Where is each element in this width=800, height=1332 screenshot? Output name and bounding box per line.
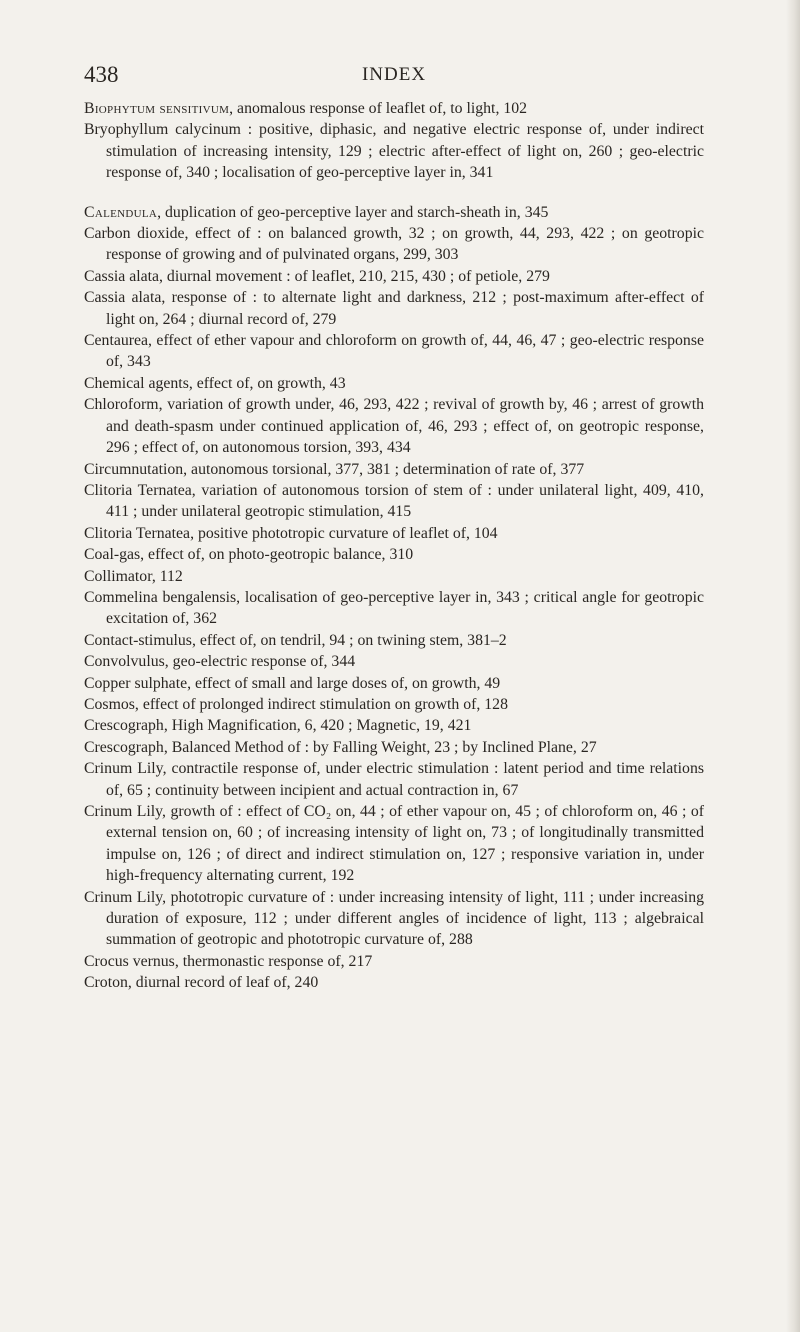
index-group: [84, 202, 704, 994]
group-separator: [84, 184, 704, 202]
entry-heading: Cosmos: [84, 695, 135, 713]
index-entry: [84, 266, 704, 287]
index-entry: [84, 394, 704, 458]
index-entry: [84, 459, 704, 480]
entry-text: , effect of : on balanced growth, 32 ; on growth, 44, 293, 422 ; on geotropic response of growing and of pulvinated organs, 299, 303: [106, 225, 704, 264]
entry-text: , Balanced Method of : by Falling Weight, 23 ; by Inclined Plane, 27: [163, 738, 597, 756]
entry-heading: Bryophyllum calycinum: [84, 121, 241, 139]
entry-heading: Convolvulus: [84, 653, 165, 671]
entry-heading: Centaurea: [84, 332, 149, 350]
entry-heading: Clitoria Ternatea: [84, 481, 192, 499]
index-entry: [84, 887, 704, 951]
entry-heading: Carbon dioxide: [84, 225, 185, 243]
index-entry: [84, 373, 704, 394]
entry-heading: Crinum Lily: [84, 760, 163, 778]
index-entry: [84, 287, 704, 330]
entry-heading: Calendula: [84, 203, 158, 221]
index-body: [84, 98, 704, 994]
index-entry: [84, 758, 704, 801]
index-entry: [84, 523, 704, 544]
index-entry: [84, 737, 704, 758]
entry-text: , phototropic curvature of : under increasing intensity of light, 111 ; under increasing duration of exposure, 112 ; under different angles of incidence of light, 113 ; algebraical summation of geotropic and phototropic curvature of, 288: [106, 888, 704, 949]
entry-heading: Coal-gas: [84, 546, 141, 564]
index-entry: [84, 951, 704, 972]
entry-text: , diurnal movement : of leaflet, 210, 215, 430 ; of petiole, 279: [159, 267, 550, 285]
entry-heading: Cassia alata: [84, 267, 160, 285]
entry-heading: Crescograph: [84, 738, 164, 756]
index-entry: [84, 972, 704, 993]
index-entry: [84, 202, 704, 223]
index-entry: [84, 587, 704, 630]
entry-heading: Chloroform: [84, 396, 159, 414]
entry-text: , High Magnification, 6, 420 ; Magnetic, 19, 421: [163, 717, 472, 735]
index-entry: [84, 715, 704, 736]
entry-text: , thermonastic response of, 217: [174, 952, 373, 970]
index-entry: [84, 801, 704, 887]
entry-text: , variation of autonomous torsion of stem of : under unilateral light, 409, 410, 411 ; under unilateral geotropic stimulation, 415: [106, 481, 704, 521]
index-entry: [84, 566, 704, 587]
entry-text: , effect of, on growth, 43: [188, 374, 346, 392]
entry-heading: Commelina bengalensis: [84, 588, 237, 606]
entry-heading: Copper sulphate: [84, 674, 188, 692]
entry-text: , diurnal record of leaf of, 240: [127, 974, 319, 992]
entry-text: , effect of, on tendril, 94 ; on twining stem, 381–2: [191, 631, 507, 649]
entry-text: , duplication of geo-perceptive layer and starch-sheath in, 345: [157, 203, 549, 221]
entry-heading: Crocus vernus: [84, 952, 175, 970]
index-entry: [84, 119, 704, 183]
entry-text: , localisation of geo-perceptive layer in, 343 ; critical angle for geotropic excitation of, 362: [106, 588, 705, 628]
entry-heading: Croton: [84, 974, 128, 992]
entry-text: , response of : to alternate light and darkness, 212 ; post-maximum after-effect of light on, 264 ; diurnal record of, 279: [106, 289, 704, 328]
entry-text: , positive phototropic curvature of leaflet of, 104: [190, 524, 498, 542]
entry-text: , contractile response of, under electric stimulation : latent period and time relations of, 65 ; continuity between incipient and actual contraction in, 67: [106, 760, 704, 799]
index-entry: [84, 651, 704, 672]
index-entry: [84, 330, 704, 373]
index-entry: [84, 223, 704, 266]
index-entry: [84, 98, 704, 119]
entry-heading: Contact-stimulus: [84, 631, 192, 649]
entry-text: , effect of, on photo-geotropic balance, 310: [140, 546, 414, 564]
entry-text: , effect of prolonged indirect stimulation on growth of, 128: [134, 695, 508, 713]
entry-heading: Crinum Lily: [84, 888, 163, 906]
entry-heading: Collimator: [84, 567, 152, 585]
index-entry: [84, 480, 704, 523]
entry-text: , growth of : effect of CO₂ on, 44 ; of ether vapour on, 45 ; of chloroform on, 46 ; of external tension on, 60 ; of increasing intensity of light on, 73 ; of longitudinally transmitted impulse on, 126 ; of direct and indirect stimulation on, 127 ; responsive variation in, under high-frequency alternating current, 192: [106, 803, 704, 885]
entry-text: , autonomous torsional, 377, 381 ; determination of rate of, 377: [183, 460, 585, 478]
entry-text: , effect of small and large doses of, on growth, 49: [187, 674, 501, 692]
entry-heading: Chemical agents: [84, 374, 189, 392]
index-entry: [84, 630, 704, 651]
page-number: 438: [84, 62, 119, 87]
index-group: [84, 98, 704, 184]
entry-text: : positive, diphasic, and negative electric response of, under indirect stimulation of increasing intensity, 129 ; electric after-effect of light on, 260 ; geo-electric response of, 340 ; localisation of geo-perceptive layer in, 341: [106, 121, 704, 182]
index-entry: [84, 673, 704, 694]
entry-heading: Clitoria Ternatea: [84, 524, 191, 542]
entry-heading: Crescograph: [84, 717, 164, 735]
entry-heading: Circumnutation: [84, 460, 184, 478]
page-edge: [786, 0, 800, 1332]
entry-text: , 112: [151, 567, 183, 585]
entry-text: , effect of ether vapour and chloroform on growth of, 44, 46, 47 ; geo-electric response of, 343: [106, 332, 704, 371]
index-entry: [84, 544, 704, 565]
running-head: INDEX: [361, 64, 427, 85]
entry-heading: Biophytum sensitivum: [84, 100, 230, 117]
page-header: [84, 62, 704, 96]
entry-heading: Cassia alata: [84, 289, 162, 307]
entry-text: , geo-electric response of, 344: [164, 653, 356, 671]
index-entry: [84, 694, 704, 715]
entry-text: , variation of growth under, 46, 293, 422 ; revival of growth by, 46 ; arrest of growth and death-spasm under continued application of, 46, 293 ; effect of, on geotropic response, 296 ; effect of, on autonomous torsion, 393, 434: [106, 396, 704, 457]
entry-heading: Crinum Lily: [84, 803, 163, 820]
entry-text: , anomalous response of leaflet of, to light, 102: [229, 100, 528, 117]
